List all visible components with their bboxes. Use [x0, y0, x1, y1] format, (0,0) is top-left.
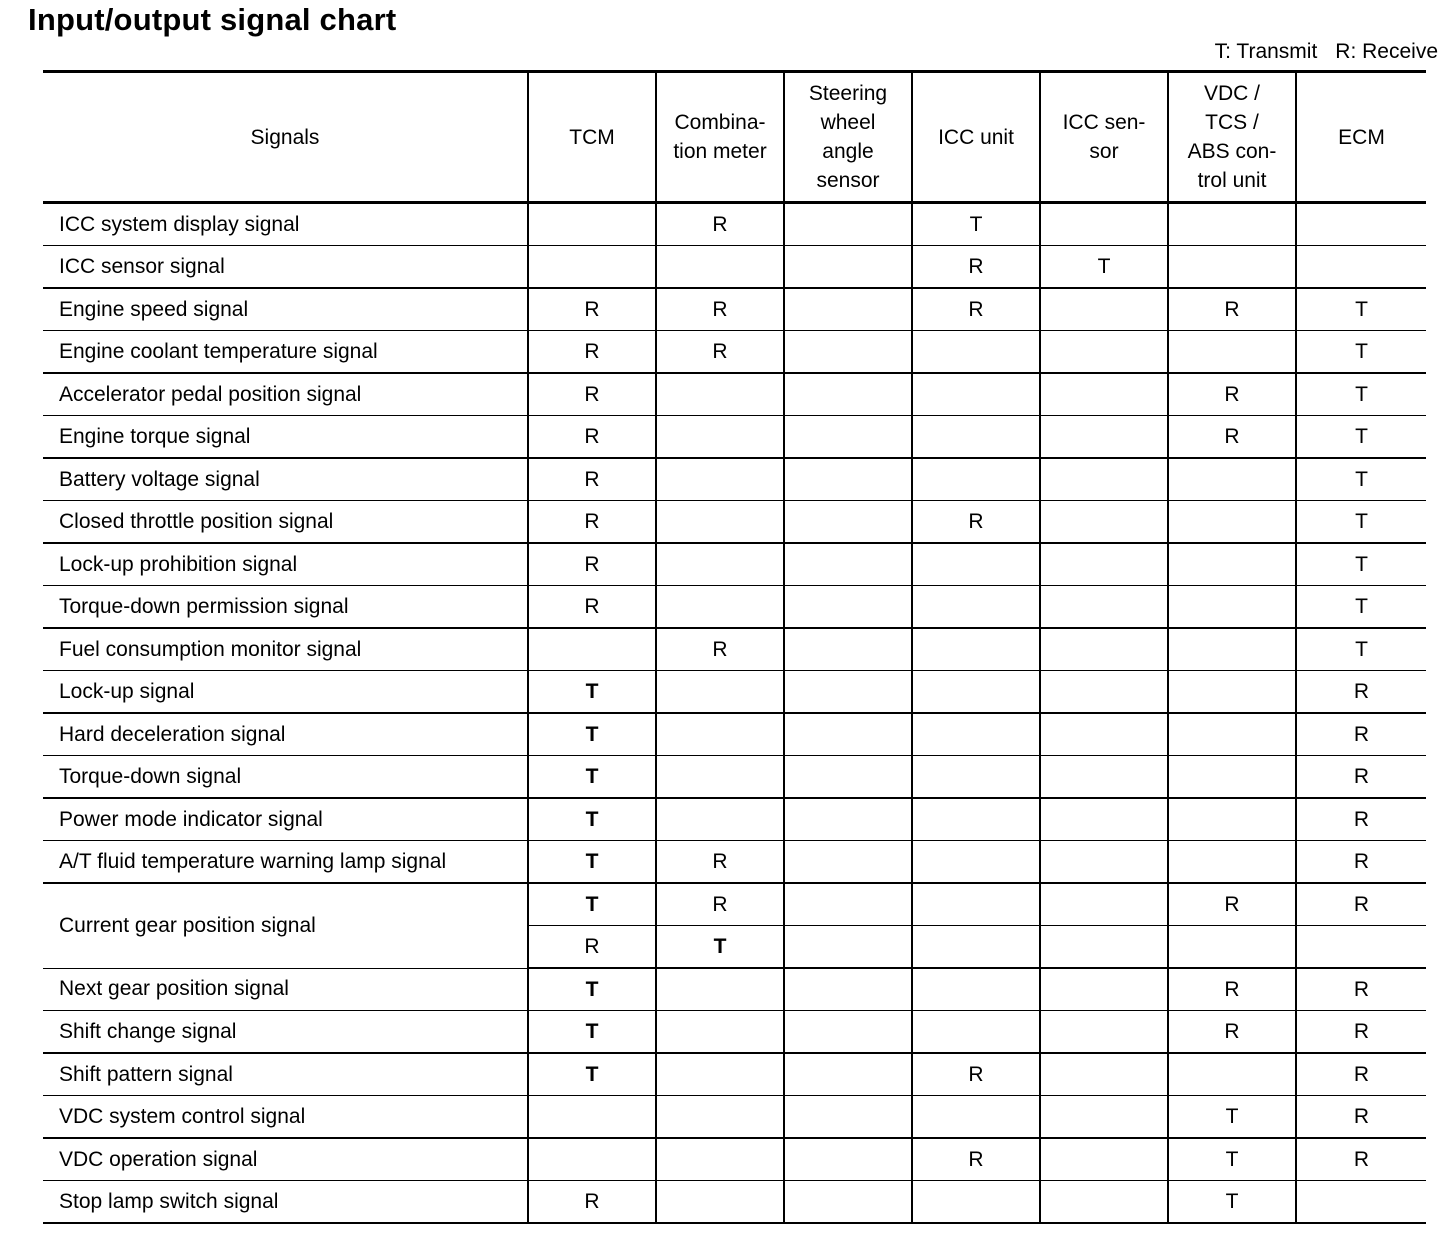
cell-vdc-tcs-abs-control-unit	[1168, 458, 1296, 501]
cell-combination-meter	[656, 586, 784, 629]
cell-icc-sensor	[1040, 458, 1168, 501]
cell-tcm: R	[528, 373, 656, 416]
column-header-icc-sensor: ICC sen- sor	[1040, 72, 1168, 203]
cell-icc-sensor	[1040, 628, 1168, 671]
cell-ecm: T	[1296, 373, 1426, 416]
cell-vdc-tcs-abs-control-unit	[1168, 798, 1296, 841]
cell-steering-wheel-angle-sensor	[784, 458, 912, 501]
legend	[1215, 40, 1438, 64]
cell-icc-sensor	[1040, 416, 1168, 459]
cell-combination-meter: R	[656, 331, 784, 374]
cell-icc-unit	[912, 586, 1040, 629]
cell-steering-wheel-angle-sensor	[784, 713, 912, 756]
signal-name: Engine speed signal	[43, 288, 528, 331]
legend-receive: R: Receive	[1335, 40, 1438, 63]
cell-ecm: R	[1296, 883, 1426, 926]
cell-ecm: R	[1296, 713, 1426, 756]
table-row	[43, 586, 1426, 629]
cell-steering-wheel-angle-sensor	[784, 246, 912, 289]
cell-combination-meter: R	[656, 628, 784, 671]
table-row	[43, 628, 1426, 671]
cell-icc-sensor	[1040, 671, 1168, 714]
table-row	[43, 1053, 1426, 1096]
cell-ecm: R	[1296, 968, 1426, 1011]
cell-icc-unit	[912, 543, 1040, 586]
cell-tcm	[528, 246, 656, 289]
signal-chart-table	[43, 70, 1426, 1224]
table-row	[43, 713, 1426, 756]
table-row	[43, 458, 1426, 501]
signal-name: Engine coolant temperature signal	[43, 331, 528, 374]
signal-name: Accelerator pedal position signal	[43, 373, 528, 416]
cell-tcm	[528, 203, 656, 246]
cell-steering-wheel-angle-sensor	[784, 586, 912, 629]
cell-ecm: R	[1296, 1096, 1426, 1139]
cell-ecm: T	[1296, 288, 1426, 331]
signal-name: Stop lamp switch signal	[43, 1181, 528, 1224]
cell-vdc-tcs-abs-control-unit: R	[1168, 288, 1296, 331]
signal-name: Torque-down permission signal	[43, 586, 528, 629]
cell-icc-sensor	[1040, 883, 1168, 926]
cell-ecm	[1296, 246, 1426, 289]
cell-vdc-tcs-abs-control-unit	[1168, 331, 1296, 374]
cell-ecm: T	[1296, 416, 1426, 459]
cell-vdc-tcs-abs-control-unit	[1168, 671, 1296, 714]
column-header-ecm: ECM	[1296, 72, 1426, 203]
cell-tcm	[528, 628, 656, 671]
table-row	[43, 246, 1426, 289]
cell-combination-meter	[656, 671, 784, 714]
cell-ecm: T	[1296, 458, 1426, 501]
cell-tcm: R	[528, 543, 656, 586]
table-header	[43, 72, 1426, 203]
cell-vdc-tcs-abs-control-unit	[1168, 713, 1296, 756]
column-header-vdc-tcs-abs-control-unit: VDC / TCS / ABS con- trol unit	[1168, 72, 1296, 203]
cell-icc-unit	[912, 713, 1040, 756]
signal-name: Current gear position signal	[43, 883, 528, 968]
legend-transmit: T: Transmit	[1214, 40, 1318, 63]
cell-icc-unit	[912, 373, 1040, 416]
cell-tcm: T	[528, 713, 656, 756]
cell-icc-sensor	[1040, 968, 1168, 1011]
table-row	[43, 373, 1426, 416]
cell-ecm: R	[1296, 841, 1426, 884]
cell-tcm: R	[528, 586, 656, 629]
cell-tcm: T	[528, 841, 656, 884]
cell-ecm: T	[1296, 543, 1426, 586]
cell-tcm: R	[528, 288, 656, 331]
column-header-steering-wheel-angle-sensor: Steering wheel angle sensor	[784, 72, 912, 203]
cell-combination-meter	[656, 373, 784, 416]
cell-icc-sensor	[1040, 586, 1168, 629]
cell-vdc-tcs-abs-control-unit	[1168, 756, 1296, 799]
signal-name: Lock-up signal	[43, 671, 528, 714]
cell-ecm: T	[1296, 331, 1426, 374]
cell-vdc-tcs-abs-control-unit: T	[1168, 1181, 1296, 1224]
cell-tcm: T	[528, 798, 656, 841]
cell-tcm: T	[528, 1011, 656, 1054]
cell-combination-meter: T	[656, 926, 784, 969]
cell-combination-meter	[656, 1138, 784, 1181]
cell-icc-unit	[912, 968, 1040, 1011]
cell-icc-unit	[912, 1096, 1040, 1139]
cell-icc-unit: R	[912, 288, 1040, 331]
cell-icc-sensor	[1040, 1138, 1168, 1181]
cell-icc-unit: R	[912, 1053, 1040, 1096]
cell-icc-sensor	[1040, 1053, 1168, 1096]
cell-combination-meter: R	[656, 203, 784, 246]
table-row	[43, 1096, 1426, 1139]
cell-icc-sensor	[1040, 1096, 1168, 1139]
signal-name: Closed throttle position signal	[43, 501, 528, 544]
cell-vdc-tcs-abs-control-unit	[1168, 841, 1296, 884]
cell-icc-sensor	[1040, 841, 1168, 884]
cell-icc-sensor: T	[1040, 246, 1168, 289]
cell-icc-unit: T	[912, 203, 1040, 246]
table-row	[43, 543, 1426, 586]
table-row	[43, 671, 1426, 714]
cell-combination-meter	[656, 1096, 784, 1139]
cell-steering-wheel-angle-sensor	[784, 1138, 912, 1181]
cell-steering-wheel-angle-sensor	[784, 756, 912, 799]
table-row	[43, 288, 1426, 331]
page-title: Input/output signal chart	[28, 2, 397, 37]
cell-icc-sensor	[1040, 543, 1168, 586]
table-row	[43, 968, 1426, 1011]
signal-name: VDC system control signal	[43, 1096, 528, 1139]
cell-combination-meter	[656, 756, 784, 799]
table-body	[43, 203, 1426, 1224]
cell-tcm: R	[528, 416, 656, 459]
column-header-tcm: TCM	[528, 72, 656, 203]
cell-icc-sensor	[1040, 756, 1168, 799]
cell-vdc-tcs-abs-control-unit	[1168, 1053, 1296, 1096]
cell-steering-wheel-angle-sensor	[784, 798, 912, 841]
cell-ecm: R	[1296, 798, 1426, 841]
table-row	[43, 798, 1426, 841]
cell-steering-wheel-angle-sensor	[784, 373, 912, 416]
cell-ecm: R	[1296, 1053, 1426, 1096]
cell-vdc-tcs-abs-control-unit	[1168, 926, 1296, 969]
cell-steering-wheel-angle-sensor	[784, 1011, 912, 1054]
cell-tcm: T	[528, 756, 656, 799]
signal-name: Hard deceleration signal	[43, 713, 528, 756]
cell-vdc-tcs-abs-control-unit	[1168, 501, 1296, 544]
cell-combination-meter	[656, 416, 784, 459]
cell-icc-sensor	[1040, 501, 1168, 544]
cell-icc-unit: R	[912, 1138, 1040, 1181]
cell-icc-unit	[912, 628, 1040, 671]
signal-name: Shift pattern signal	[43, 1053, 528, 1096]
cell-icc-unit: R	[912, 501, 1040, 544]
cell-icc-unit	[912, 756, 1040, 799]
cell-steering-wheel-angle-sensor	[784, 203, 912, 246]
cell-icc-sensor	[1040, 1011, 1168, 1054]
cell-steering-wheel-angle-sensor	[784, 883, 912, 926]
cell-icc-unit	[912, 458, 1040, 501]
table-row	[43, 756, 1426, 799]
table-row	[43, 416, 1426, 459]
cell-ecm: R	[1296, 1011, 1426, 1054]
cell-icc-unit	[912, 926, 1040, 969]
cell-combination-meter	[656, 501, 784, 544]
cell-tcm: R	[528, 331, 656, 374]
cell-steering-wheel-angle-sensor	[784, 671, 912, 714]
cell-vdc-tcs-abs-control-unit	[1168, 628, 1296, 671]
signal-name: Lock-up prohibition signal	[43, 543, 528, 586]
column-header-icc-unit: ICC unit	[912, 72, 1040, 203]
cell-ecm: T	[1296, 586, 1426, 629]
cell-icc-sensor	[1040, 1181, 1168, 1224]
signal-name: VDC operation signal	[43, 1138, 528, 1181]
cell-steering-wheel-angle-sensor	[784, 501, 912, 544]
signal-name: ICC system display signal	[43, 203, 528, 246]
cell-tcm: T	[528, 1053, 656, 1096]
table-row	[43, 501, 1426, 544]
cell-vdc-tcs-abs-control-unit	[1168, 246, 1296, 289]
cell-icc-unit	[912, 1011, 1040, 1054]
signal-name: Engine torque signal	[43, 416, 528, 459]
cell-tcm: R	[528, 501, 656, 544]
cell-steering-wheel-angle-sensor	[784, 416, 912, 459]
cell-vdc-tcs-abs-control-unit: R	[1168, 1011, 1296, 1054]
cell-ecm: T	[1296, 628, 1426, 671]
cell-icc-sensor	[1040, 798, 1168, 841]
table-row	[43, 331, 1426, 374]
table-row	[43, 883, 1426, 926]
cell-icc-unit	[912, 841, 1040, 884]
cell-ecm: R	[1296, 756, 1426, 799]
signal-name: Torque-down signal	[43, 756, 528, 799]
cell-combination-meter	[656, 246, 784, 289]
cell-steering-wheel-angle-sensor	[784, 543, 912, 586]
cell-vdc-tcs-abs-control-unit	[1168, 203, 1296, 246]
cell-steering-wheel-angle-sensor	[784, 1181, 912, 1224]
cell-icc-sensor	[1040, 288, 1168, 331]
table-row	[43, 1181, 1426, 1224]
cell-ecm: R	[1296, 1138, 1426, 1181]
cell-icc-sensor	[1040, 926, 1168, 969]
table-row	[43, 203, 1426, 246]
cell-tcm: T	[528, 883, 656, 926]
cell-steering-wheel-angle-sensor	[784, 628, 912, 671]
cell-combination-meter	[656, 713, 784, 756]
cell-steering-wheel-angle-sensor	[784, 926, 912, 969]
cell-steering-wheel-angle-sensor	[784, 841, 912, 884]
cell-tcm: T	[528, 968, 656, 1011]
cell-vdc-tcs-abs-control-unit	[1168, 586, 1296, 629]
cell-steering-wheel-angle-sensor	[784, 288, 912, 331]
cell-ecm	[1296, 203, 1426, 246]
cell-icc-unit	[912, 798, 1040, 841]
table-row	[43, 841, 1426, 884]
signal-name: Power mode indicator signal	[43, 798, 528, 841]
cell-vdc-tcs-abs-control-unit: R	[1168, 883, 1296, 926]
cell-ecm: T	[1296, 501, 1426, 544]
signal-name: Battery voltage signal	[43, 458, 528, 501]
signal-name: ICC sensor signal	[43, 246, 528, 289]
cell-icc-sensor	[1040, 203, 1168, 246]
cell-combination-meter	[656, 798, 784, 841]
cell-combination-meter: R	[656, 841, 784, 884]
cell-ecm: R	[1296, 671, 1426, 714]
cell-tcm: T	[528, 671, 656, 714]
cell-combination-meter	[656, 543, 784, 586]
cell-vdc-tcs-abs-control-unit: T	[1168, 1138, 1296, 1181]
cell-icc-sensor	[1040, 373, 1168, 416]
cell-combination-meter: R	[656, 883, 784, 926]
cell-vdc-tcs-abs-control-unit	[1168, 543, 1296, 586]
cell-tcm: R	[528, 1181, 656, 1224]
cell-tcm: R	[528, 926, 656, 969]
cell-ecm	[1296, 926, 1426, 969]
cell-combination-meter	[656, 1011, 784, 1054]
cell-icc-unit	[912, 671, 1040, 714]
cell-icc-unit	[912, 331, 1040, 374]
cell-vdc-tcs-abs-control-unit: R	[1168, 373, 1296, 416]
cell-steering-wheel-angle-sensor	[784, 1053, 912, 1096]
cell-icc-sensor	[1040, 331, 1168, 374]
cell-combination-meter	[656, 1053, 784, 1096]
column-header-combination-meter: Combina- tion meter	[656, 72, 784, 203]
cell-tcm: R	[528, 458, 656, 501]
signal-name: Next gear position signal	[43, 968, 528, 1011]
cell-icc-unit	[912, 416, 1040, 459]
signal-name: Shift change signal	[43, 1011, 528, 1054]
cell-combination-meter: R	[656, 288, 784, 331]
cell-tcm	[528, 1096, 656, 1139]
cell-vdc-tcs-abs-control-unit: R	[1168, 968, 1296, 1011]
column-header-signals: Signals	[43, 72, 528, 203]
cell-icc-unit	[912, 1181, 1040, 1224]
cell-icc-unit	[912, 883, 1040, 926]
cell-combination-meter	[656, 458, 784, 501]
table-row	[43, 1011, 1426, 1054]
signal-name: A/T fluid temperature warning lamp signal	[43, 841, 528, 884]
cell-combination-meter	[656, 968, 784, 1011]
cell-tcm	[528, 1138, 656, 1181]
cell-icc-unit: R	[912, 246, 1040, 289]
cell-combination-meter	[656, 1181, 784, 1224]
cell-vdc-tcs-abs-control-unit: T	[1168, 1096, 1296, 1139]
cell-vdc-tcs-abs-control-unit: R	[1168, 416, 1296, 459]
cell-ecm	[1296, 1181, 1426, 1224]
signal-name: Fuel consumption monitor signal	[43, 628, 528, 671]
cell-icc-sensor	[1040, 713, 1168, 756]
table-row	[43, 1138, 1426, 1181]
cell-steering-wheel-angle-sensor	[784, 968, 912, 1011]
cell-steering-wheel-angle-sensor	[784, 1096, 912, 1139]
cell-steering-wheel-angle-sensor	[784, 331, 912, 374]
